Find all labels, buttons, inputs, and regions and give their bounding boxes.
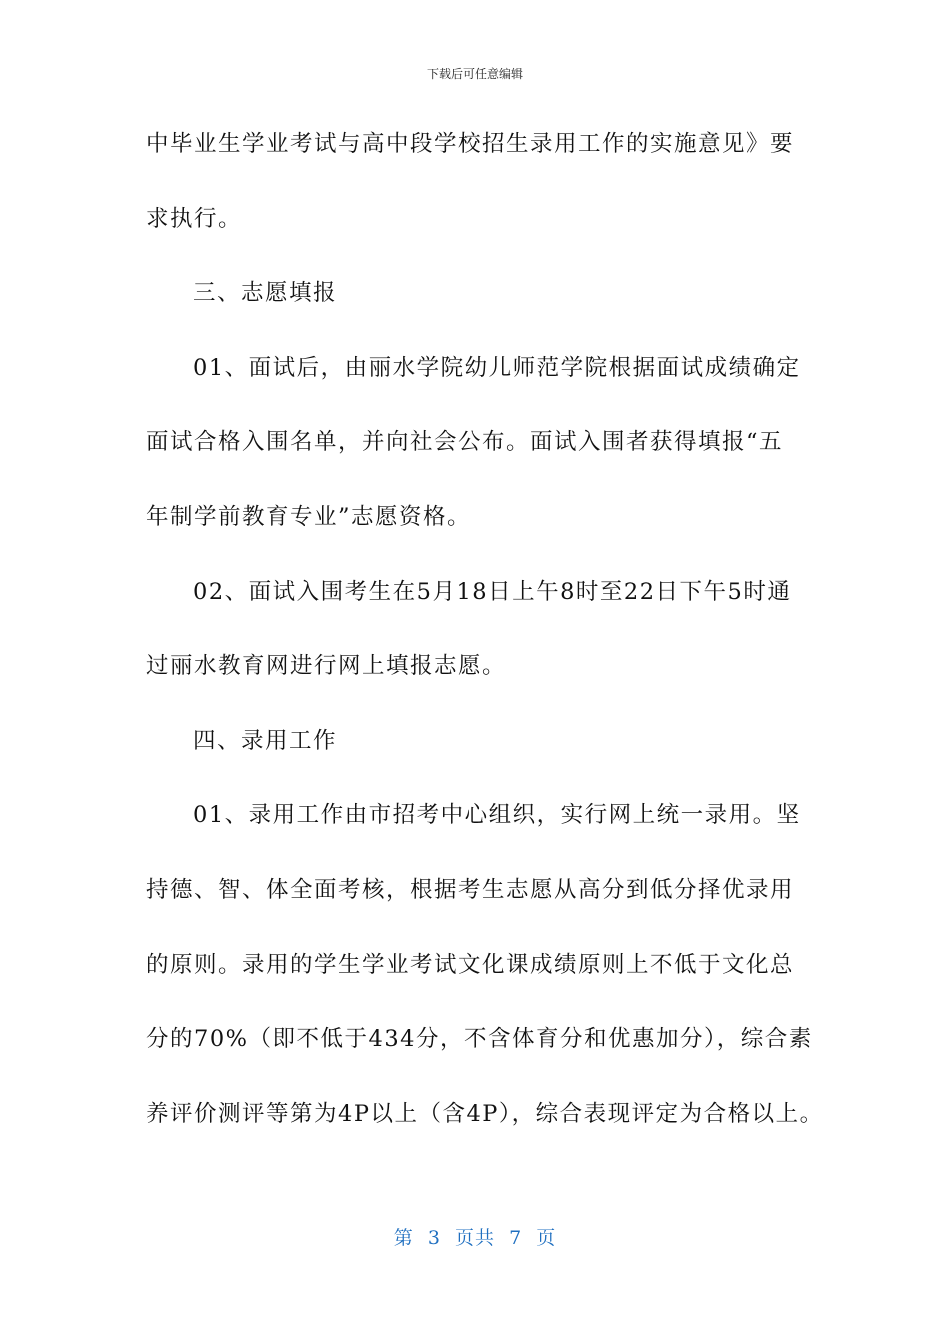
text-line: 养评价测评等第为4P以上（含4P），综合表现评定为合格以上。 bbox=[146, 1100, 824, 1127]
document-body bbox=[146, 118, 824, 1162]
page-number-footer: 第 3 页共 7 页 bbox=[393, 1227, 557, 1249]
section-heading: 三、志愿填报 bbox=[193, 280, 338, 307]
text-line: 求执行。 bbox=[146, 205, 243, 232]
text-line: 01、录用工作由市招考中心组织，实行网上统一录用。坚 bbox=[193, 802, 801, 829]
text-line: 分的70%（即不低于434分，不含体育分和优惠加分），综合素 bbox=[146, 1026, 813, 1053]
text-line: 过丽水教育网进行网上填报志愿。 bbox=[146, 653, 507, 680]
text-line: 持德、智、体全面考核，根据考生志愿从高分到低分择优录用 bbox=[146, 876, 795, 903]
text-line: 的原则。录用的学生学业考试文化课成绩原则上不低于文化总 bbox=[146, 951, 795, 978]
page-header: 下载后可任意编辑 bbox=[426, 67, 523, 81]
text-line: 面试合格入围名单，并向社会公布。面试入围者获得填报“五 bbox=[146, 429, 784, 456]
text-line: 中毕业生学业考试与高中段学校招生录用工作的实施意见》要 bbox=[146, 131, 795, 157]
text-line: 01、面试后，由丽水学院幼儿师范学院根据面试成绩确定 bbox=[193, 354, 801, 381]
text-line: 02、面试入围考生在5月18日上午8时至22日下午5时通 bbox=[193, 578, 792, 605]
section-heading: 四、录用工作 bbox=[193, 727, 338, 754]
text-line: 年制学前教育专业”志愿资格。 bbox=[146, 503, 472, 530]
